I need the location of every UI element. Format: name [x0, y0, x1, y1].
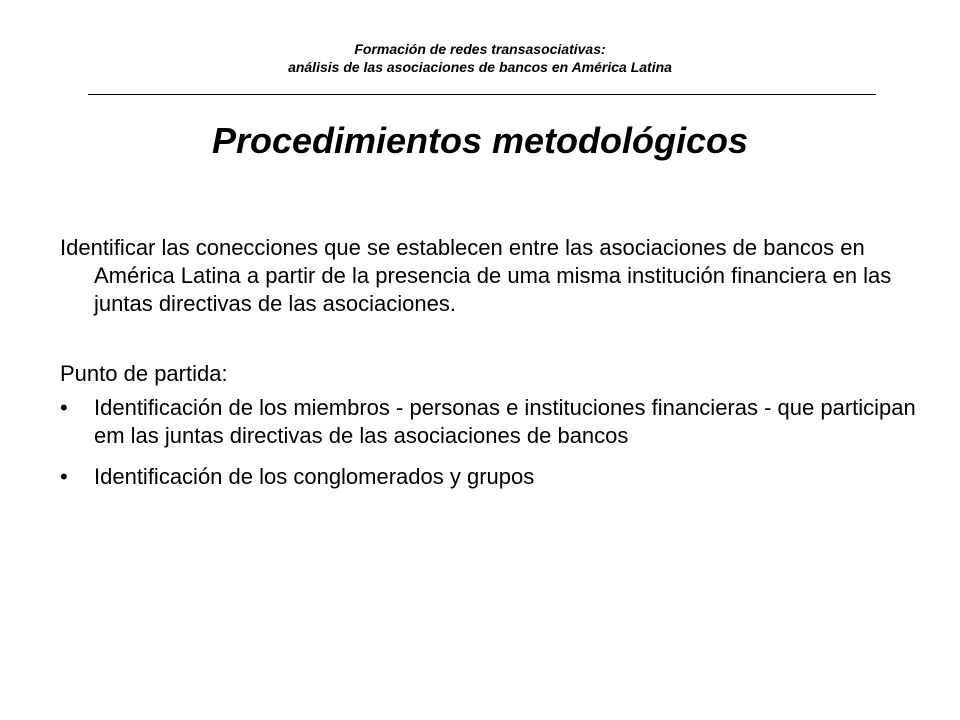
- bullet-icon: •: [60, 395, 68, 420]
- list-item-text: Identificación de los conglomerados y grupos: [94, 464, 535, 489]
- starting-point-list: [60, 394, 920, 491]
- starting-point-label: Punto de partida:: [60, 361, 228, 386]
- header-line-2: análisis de las asociaciones de bancos en América Latina: [288, 59, 672, 75]
- paragraph-spacer: [60, 318, 920, 360]
- list-item: [60, 394, 920, 450]
- slide-header: [0, 40, 960, 76]
- bullet-icon: •: [60, 464, 68, 489]
- header-line-1: Formación de redes transasociativas:: [354, 41, 606, 57]
- header-divider: [88, 94, 876, 95]
- slide-body: [60, 234, 920, 504]
- list-item-text: Identificación de los miembros - personas e instituciones financieras - que participan em las juntas directivas de las asociaciones de bancos: [94, 395, 916, 448]
- slide-title: Procedimientos metodológicos: [211, 120, 749, 161]
- list-item: [60, 463, 920, 491]
- objective-paragraph: Identificar las conecciones que se establecen entre las asociaciones de bancos en América Latina a partir de la presencia de uma misma institución financiera en las juntas directivas de las asociaciones.: [60, 235, 892, 316]
